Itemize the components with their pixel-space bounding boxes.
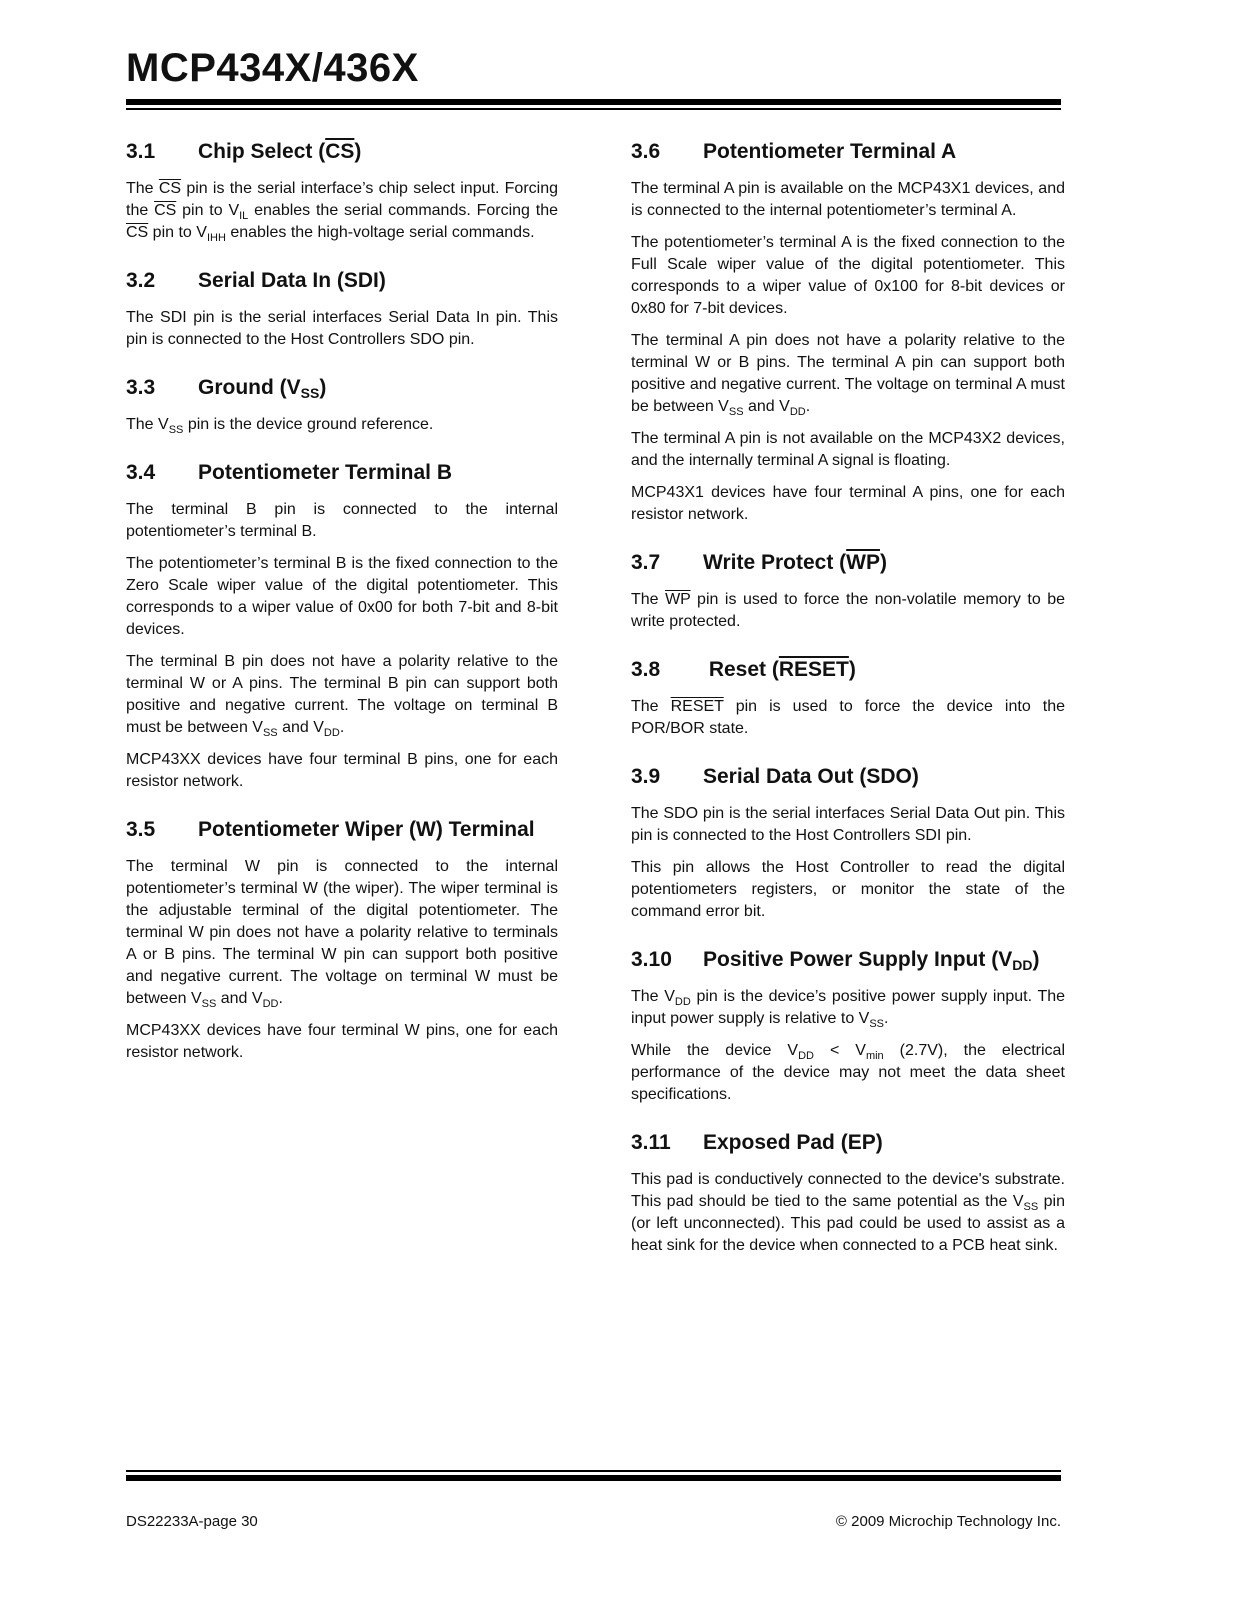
paragraph: The terminal B pin does not have a polarity relative to the terminal W or A pins. The terminal B pin can support both positive and negative current. The voltage on terminal B must be between $V_{SS}$ and $V_{DD}$.: [126, 653, 558, 739]
section-3-5: [126, 816, 558, 1064]
section-3-1: [126, 138, 558, 244]
section-3-8: [631, 656, 1065, 740]
paragraph: The potentiometer’s terminal A is the fixed connection to the Full Scale wiper value of the digital potentiometer. This corresponds to a wiper value of 0x100 for 8-bit devices or 0x80 for 7-bit devices.: [631, 234, 1065, 317]
section-number: 3.6: [631, 140, 661, 163]
section-title: Write Protect (WP): [703, 551, 887, 574]
paragraph: The RESET pin is used to force the device into the POR/BOR state.: [631, 698, 1065, 737]
section-3-6: [631, 138, 1065, 526]
section-3-4: [126, 459, 558, 793]
section-3-3: [126, 374, 558, 436]
paragraph: MCP43XX devices have four terminal B pins, one for each resistor network.: [126, 751, 558, 790]
right-column: [631, 138, 1065, 1280]
paragraph: The potentiometer’s terminal B is the fixed connection to the Zero Scale wiper value of the digital potentiometer. This corresponds to a wiper value of 0x00 for both 7-bit and 8-bit devices.: [126, 555, 558, 638]
paragraph: MCP43XX devices have four terminal W pins, one for each resistor network.: [126, 1022, 558, 1061]
section-number: 3.5: [126, 818, 156, 841]
copyright-notice: © 2009 Microchip Technology Inc.: [835, 1513, 1061, 1530]
paragraph: The terminal A pin does not have a polarity relative to the terminal W or B pins. The terminal A pin can support both positive and negative current. The voltage on terminal A must be between $V_{SS}$ and $V_{DD}$.: [631, 332, 1065, 418]
document-title: MCP434X/436X: [126, 46, 419, 90]
section-number: 3.11: [631, 1131, 671, 1154]
section-heading: [631, 1129, 1065, 1157]
section-heading: [631, 549, 1065, 577]
section-title: Chip Select (CS): [198, 140, 362, 163]
paragraph: This pad is conductively connected to the device's substrate. This pad should be tied to the same potential as the $V_{SS}$ pin (or left unconnected). This pad could be used to assist as a heat sink for the device when connected to a PCB heat sink.: [631, 1171, 1066, 1254]
paragraph: The SDI pin is the serial interfaces Serial Data In pin. This pin is connected to the Host Controllers SDO pin.: [126, 309, 558, 348]
paragraph: The $\overline{WP}$ pin is used to force the non-volatile memory to be write protected.: [631, 591, 1066, 630]
section-heading: [126, 267, 558, 295]
section-3-2: [126, 267, 558, 351]
section-number: 3.8: [631, 658, 661, 681]
paragraph: MCP43X1 devices have four terminal A pins, one for each resistor network.: [631, 484, 1065, 523]
section-number: 3.9: [631, 765, 661, 788]
paragraph: The terminal A pin is available on the MCP43X1 devices, and is connected to the internal potentiometer’s terminal A.: [631, 180, 1065, 219]
section-3-9: [631, 763, 1065, 923]
section-heading: [631, 763, 1065, 791]
section-3-11: [631, 1129, 1065, 1257]
section-heading: [631, 138, 1065, 166]
paragraph: The terminal A pin is not available on the MCP43X2 devices, and the internally terminal A signal is floating.: [631, 430, 1065, 469]
section-title: Potentiometer Terminal B: [198, 461, 452, 484]
section-title: Exposed Pad (EP): [703, 1131, 883, 1154]
footer-rule-thick: [126, 1475, 1061, 1481]
section-number: 3.3: [126, 376, 156, 399]
section-title: Serial Data In (SDI): [198, 269, 386, 292]
section-title: Ground $(V_{SS})$: [198, 376, 327, 401]
paragraph: The terminal B pin is connected to the internal potentiometer’s terminal B.: [126, 501, 558, 540]
section-number: 3.2: [126, 269, 156, 292]
header-rule-thick: [126, 99, 1061, 105]
section-heading: [126, 374, 558, 402]
section-heading: [126, 138, 558, 166]
section-heading: [631, 656, 1065, 684]
section-number: 3.4: [126, 461, 156, 484]
section-heading: [631, 946, 1065, 974]
section-number: 3.10: [631, 948, 672, 971]
section-title: Positive Power Supply Input $(V_{DD})$: [703, 948, 1040, 973]
paragraph: The $V_{DD}$ pin is the device’s positive power supply input. The input power supply is relative to $V_{SS}$.: [631, 988, 1066, 1030]
section-title: Serial Data Out (SDO): [703, 765, 919, 788]
section-3-10: [631, 946, 1065, 1106]
header-rule-thin: [126, 108, 1061, 110]
page-number: DS22233A-page 30: [126, 1513, 258, 1530]
section-heading: [126, 816, 558, 844]
footer-rule-thin: [126, 1470, 1061, 1472]
section-heading: [126, 459, 558, 487]
section-title: Reset (RESET): [703, 658, 856, 681]
paragraph: The $V_{SS}$ pin is the device ground reference.: [126, 416, 434, 436]
left-column: [126, 138, 558, 1087]
section-title: Potentiometer Wiper (W) Terminal: [198, 818, 535, 841]
section-title: Potentiometer Terminal A: [703, 140, 957, 163]
paragraph: The $\overline{CS}$ pin is the serial interface’s chip select input. Forcing the $\overline{CS}$ pin to $V_{IL}$ enables the serial commands. Forcing the $\overline{CS}$ pin to $V_{IHH}$ enables the high-voltage serial commands.: [126, 180, 559, 244]
section-number: 3.1: [126, 140, 156, 163]
paragraph: The terminal W pin is connected to the internal potentiometer’s terminal W (the wiper). The wiper terminal is the adjustable terminal of the digital potentiometer. The terminal W pin does not have a polarity relative to terminals A or B pins. The terminal W pin can support both positive and negative current. The voltage on terminal W must be between $V_{SS}$ and $V_{DD}$.: [126, 858, 558, 1010]
section-number: 3.7: [631, 551, 661, 574]
paragraph: While the device $V_{DD} < V_{min}$ (2.7V), the electrical performance of the device may not meet the data sheet specifications.: [631, 1042, 1065, 1103]
paragraph: This pin allows the Host Controller to read the digital potentiometers registers, or monitor the state of the command error bit.: [631, 859, 1065, 920]
paragraph: The SDO pin is the serial interfaces Serial Data Out pin. This pin is connected to the Host Controllers SDI pin.: [631, 805, 1065, 844]
section-3-7: [631, 549, 1065, 633]
